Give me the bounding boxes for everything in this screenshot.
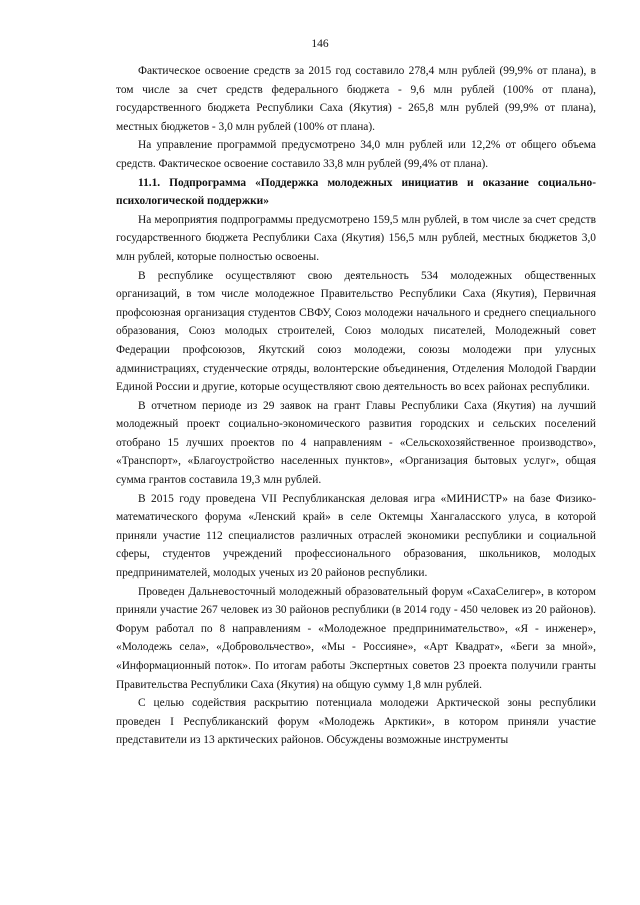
subprogram-heading: 11.1. Подпрограмма «Поддержка молодежных инициатив и оказание социально-психологической поддержки» bbox=[116, 176, 596, 208]
paragraph-subprogram-funding: На мероприятия подпрограммы предусмотрено 159,5 млн рублей, в том числе за счет средств государственного бюджета Республики Саха (Якутия) 156,5 млн рублей, местных бюджетов 3,0 млн рублей, которые полностью освоены. bbox=[116, 213, 596, 263]
paragraph-youth-organizations: В республике осуществляют свою деятельность 534 молодежных общественных организаций, в том числе молодежное Правительство Республики Саха (Якутия), Первичная профсоюзная организация студентов СВФУ, Союз молодежи начального и среднего специального образования, Союз молодых строителей, Союз молодых писателей, Молодежный совет Федерации профсоюзов, Якутский союз молодежи, союзы молодежи при улусных администрациях, студенческие отряды, волонтерские объединения, Отделения Молодой Гвардии Единой России и другие, которые осуществляют свою деятельность во всех районах республики. bbox=[116, 269, 596, 394]
paragraph-program-management: На управление программой предусмотрено 34,0 млн рублей или 12,2% от общего объема средств. Фактическое освоение составило 33,8 млн рублей (99,4% от плана). bbox=[116, 139, 596, 170]
paragraph-grants: В отчетном периоде из 29 заявок на грант Главы Республики Саха (Якутия) на лучший молодежный проект социально-экономического развития городских и сельских поселений отобрано 15 лучших проектов по 4 направлениям - «Сельскохозяйственное производство», «Транспорт», «Благоустройство населенных пунктов», «Организация бытовых услуг», общая сумма грантов составила 19,3 млн рублей. bbox=[116, 399, 596, 487]
page-number: 146 bbox=[311, 38, 329, 50]
paragraph-funding-total: Фактическое освоение средств за 2015 год составило 278,4 млн рублей (99,9% от плана), в том числе за счет средств федерального бюджета - 9,6 млн рублей (100% от плана), государственного бюджета Республики Саха (Якутия) - 265,8 млн рублей (99,9% от плана), местных бюджетов - 3,0 млн рублей (100% от плана). bbox=[116, 65, 596, 133]
body-text bbox=[116, 62, 596, 750]
paragraph-sakha-seliger: Проведен Дальневосточный молодежный образовательный форум «СахаСелигер», в котором приняли участие 267 человек из 30 районов республики (в 2014 году - 450 человек из 20 районов). Форум работал по 8 направлениям - «Молодежное предпринимательство», «Я - инженер», «Молодежь села», «Добровольчество», «Мы - Россияне», «Арт Квадрат», «Беги за мной», «Информационный поток». По итогам работы Экспертных советов 23 проекта получили гранты Правительства Республики Саха (Якутия) на общую сумму 1,8 млн рублей. bbox=[116, 585, 596, 691]
paragraph-minister-game: В 2015 году проведена VII Республиканская деловая игра «МИНИСТР» на базе Физико-математического форума «Ленский край» в селе Октемцы Хангаласского улуса, в которой приняли участие 112 специалистов различных отраслей экономики республики и социальной сферы, студентов учреждений профессионального образования, школьников, молодых предпринимателей, молодых ученых из 20 районов республики. bbox=[116, 492, 596, 580]
paragraph-arctic-forum: С целью содействия раскрытию потенциала молодежи Арктической зоны республики проведен I Республиканский форум «Молодежь Арктики», в котором приняли участие представители из 13 арктических районов. Обсуждены возможные инструменты bbox=[116, 697, 596, 747]
